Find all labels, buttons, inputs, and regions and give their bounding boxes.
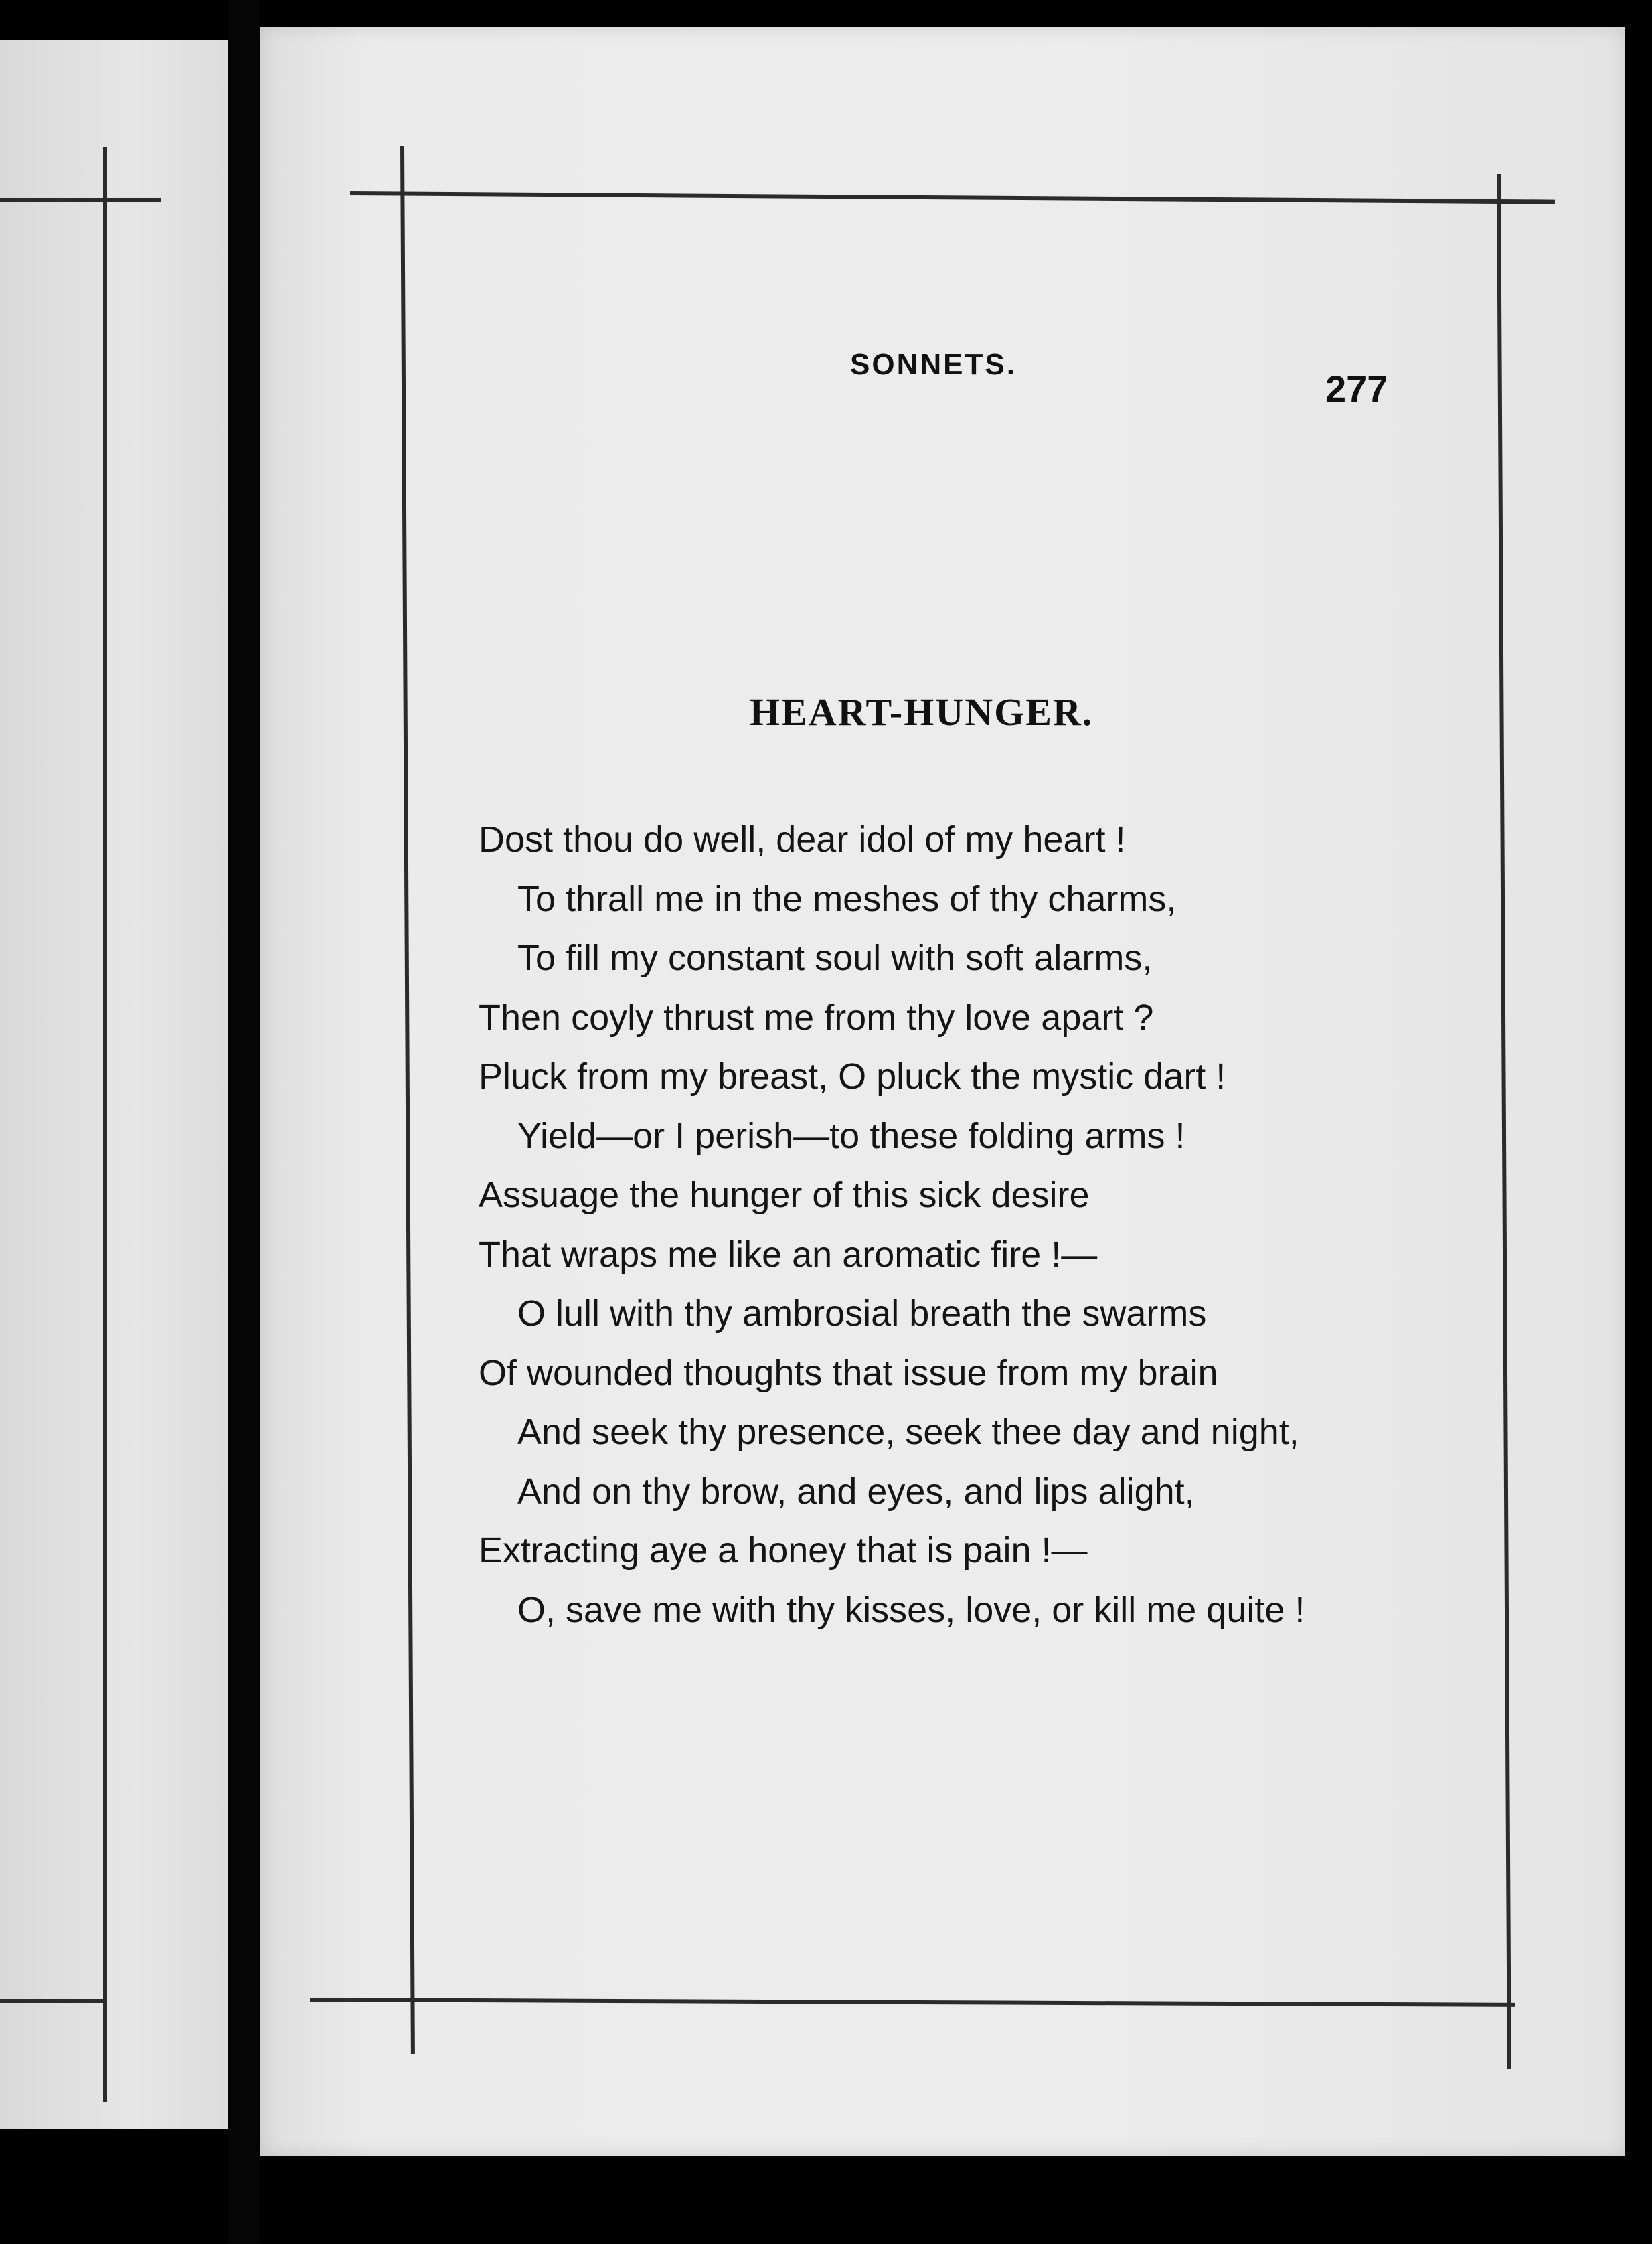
- frame-bottom-rule: [310, 1998, 1515, 2007]
- poem-line: That wraps me like an aromatic fire !—: [479, 1234, 1098, 1275]
- poem-line: Dost thou do well, dear idol of my heart !: [479, 819, 1126, 860]
- poem-line: Assuage the hunger of this sick desire: [479, 1175, 1090, 1215]
- poem-line: To thrall me in the meshes of thy charms,: [517, 878, 1177, 919]
- poem-line: O lull with thy ambrosial breath the swarms: [517, 1293, 1207, 1334]
- poem-line: To fill my constant soul with soft alarms,: [517, 938, 1153, 978]
- poem-line: Of wounded thoughts that issue from my brain: [479, 1352, 1218, 1393]
- poem-line: And on thy brow, and eyes, and lips alight,: [517, 1471, 1195, 1512]
- poem-line: O, save me with thy kisses, love, or kill me quite !: [517, 1589, 1305, 1630]
- poem-body: [479, 810, 1416, 1639]
- book-gutter: [228, 0, 260, 2244]
- page-number: 277: [1325, 368, 1388, 410]
- frame-left-rule: [400, 146, 415, 2054]
- facing-page-vertical-rule: [103, 147, 107, 2102]
- facing-page-bottom-rule: [0, 1999, 107, 2003]
- poem-line: Pluck from my breast, O pluck the mystic dart !: [479, 1056, 1226, 1097]
- poem-title: HEART-HUNGER.: [750, 690, 1094, 734]
- poem-line: And seek thy presence, seek thee day and night,: [517, 1412, 1299, 1452]
- running-head: SONNETS.: [850, 348, 1017, 381]
- frame-top-rule: [350, 191, 1555, 204]
- poem-line: Extracting aye a honey that is pain !—: [479, 1530, 1088, 1571]
- frame-right-rule: [1497, 174, 1511, 2069]
- facing-page-top-rule: [0, 198, 161, 202]
- poem-line: Then coyly thrust me from thy love apart ?: [479, 997, 1154, 1038]
- facing-page: [0, 40, 228, 2129]
- poem-line: Yield—or I perish—to these folding arms !: [517, 1115, 1185, 1156]
